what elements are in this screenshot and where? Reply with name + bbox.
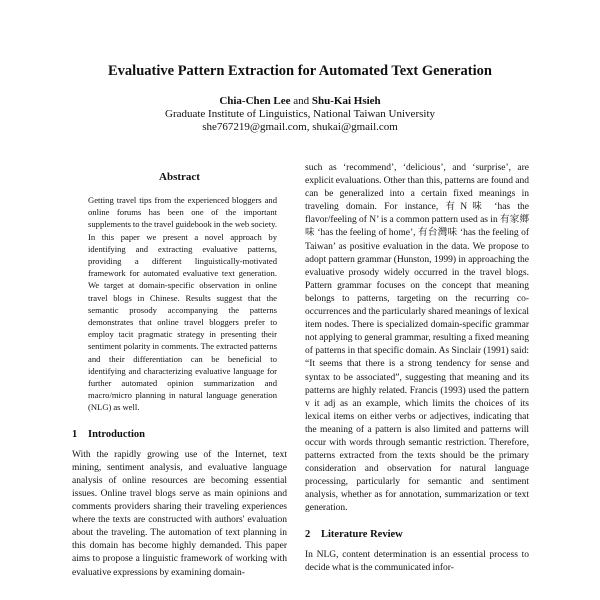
author-2: Shu-Kai Hsieh bbox=[311, 95, 381, 107]
author-line bbox=[40, 95, 560, 108]
abstract-heading: Abstract bbox=[159, 171, 200, 183]
section-heading-literature-review bbox=[305, 528, 529, 541]
section-title: Introduction bbox=[88, 428, 145, 440]
section-number: 1 bbox=[72, 428, 78, 440]
abstract-text: Getting travel tips from the experienced bloggers and online forums has been one of the important supplements to the travel guidebook in the web society. In this paper we present a novel approach by identifying and extracting evaluative patterns, providing a different linguistically-motivated framework for automated evaluative text generation. We target at domain-specific observation in online travel blogs in Chinese. Results suggest that the semantic prosody accompanying the patterns demonstrates that online travel bloggers prefer to employ tacit pragmatic strategy in presenting their sentiment polarity in comments. The extracted patterns and their differentiation can be beneficial to identifying and characterizing evaluative language for further automated opinion summarization and macro/micro planning in natural language generation (NLG) as well. bbox=[88, 195, 278, 413]
paper-title: Evaluative Pattern Extraction for Automated Text Generation bbox=[108, 63, 492, 79]
literature-review-text: In NLG, content determination is an essential process to decide what is the communicated infor- bbox=[305, 549, 529, 573]
section-title: Literature Review bbox=[321, 528, 403, 540]
author-1: Chia-Chen Lee bbox=[219, 95, 291, 107]
left-column bbox=[72, 170, 287, 580]
right-column bbox=[305, 162, 529, 575]
section-heading-introduction bbox=[72, 428, 287, 441]
author-and: and bbox=[290, 95, 312, 107]
author-block bbox=[40, 95, 560, 135]
section-number: 2 bbox=[305, 528, 311, 540]
right-column-text: such as ‘recommend’, ‘delicious’, and ‘surprise’, are explicit evaluations. Other than this, patterns are found and can be generalized into a certain fixed meanings in traveling domain. For instance, 有N味 ‘has the flavor/feeling of N’ is a common pattern used as in 有家鄉味 ‘has the feeling of home’, 有台灣味 ‘has the feeling of Taiwan’ as positive evaluation in the data. We propose to adopt pattern grammar (Hunston, 1999) in approaching the evaluative prosody widely occurred in the travel blogs. Pattern grammar focuses on the concept that meaning belongs to patterns, targeting on the recurring co-occurrences and the particularly shared meanings of lexical item nodes. There is specialized domain-specific grammar not applying to general grammar, resulting a fixed meaning of patterns in that specific domain. As Sinclair (1991) said: “It seems that there is a strong tendency for sense and syntax to be associated”, suggesting that meaning and its patterns are highly related. Francis (1993) used the pattern v it adj as an example, which limits the choices of its lexical items on either verbs or adjectives, indicating that the meaning of a pattern is also limited and patterns will occur with words through semantic restriction. Therefore, patterns extracted from the texts should be the primary consideration and observation for natural language processing, particularly for semantic and sentiment analysis, whether as for annotation, summarization or text generation. bbox=[305, 163, 529, 514]
affiliation: Graduate Institute of Linguistics, National Taiwan University bbox=[165, 108, 435, 121]
introduction-text: With the rapidly growing use of the Internet, text mining, sentiment analysis, and evaluative language analysis of online resources are becoming essential issues. Online travel blogs serve as main opinions and comments providers sharing their traveling experiences where the texts are constructed with authors' evaluation about the traveling. The automation of text planning in this domain has become highly demanded. This paper aims to propose a linguistic framework of working with evaluative expressions by examining domain- bbox=[72, 449, 287, 578]
email-line: she767219@gmail.com, shukai@gmail.com bbox=[202, 121, 398, 134]
